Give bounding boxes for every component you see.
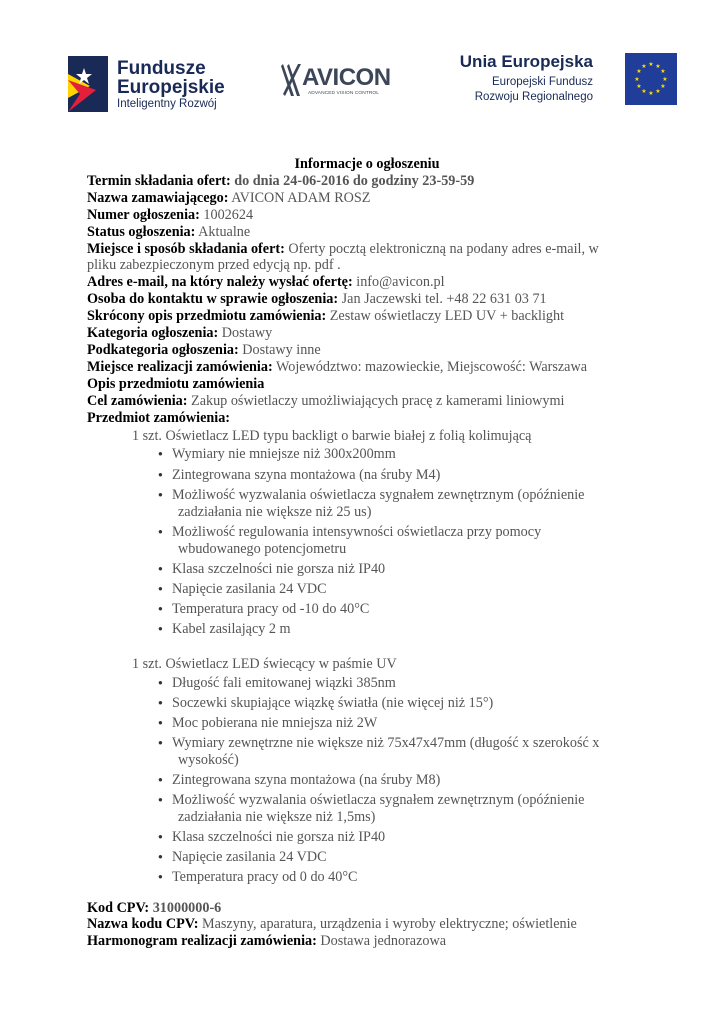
- field-label: Harmonogram realizacji zamówienia:: [87, 933, 317, 950]
- ue-logo-line1: Unia Europejska: [459, 52, 593, 71]
- svg-text:★: ★: [660, 68, 666, 75]
- avicon-logo: [280, 62, 400, 102]
- fundusze-europejskie-logo: [66, 52, 236, 118]
- field-line: [87, 173, 647, 190]
- field-label: Miejsce i sposób składania ofert:: [87, 240, 285, 257]
- spec-text: Kabel zasilający 2 m: [172, 620, 291, 637]
- announcement-content: [87, 156, 647, 950]
- list-item: [158, 849, 647, 866]
- spec-text: Długość fali emitowanej wiązki 385nm: [172, 674, 396, 691]
- field-value: AVICON ADAM ROSZ: [231, 189, 371, 206]
- avicon-mark-icon: [280, 62, 304, 98]
- heading-opis: Opis przedmiotu zamówienia: [87, 375, 265, 392]
- spec-text: Wymiary nie mniejsze niż 300x200mm: [172, 446, 396, 463]
- field-line: [87, 308, 647, 325]
- field-value: Dostawa jednorazowa: [320, 933, 447, 950]
- field-line: [87, 241, 647, 258]
- list-item: [158, 467, 647, 484]
- spec-text: Soczewki skupiające wiązkę światła (nie więcej niż 15°): [172, 694, 494, 711]
- spec-text: Napięcie zasilania 24 VDC: [172, 849, 327, 866]
- field-label: Nazwa zamawiającego:: [87, 189, 229, 206]
- svg-text:★: ★: [648, 90, 654, 97]
- field-value: Aktualne: [198, 223, 251, 240]
- svg-text:★: ★: [655, 63, 661, 70]
- field-line: [87, 207, 647, 224]
- list-item: [158, 715, 647, 732]
- item1-intro: 1 szt. Oświetlacz LED typu backligt o barwie białej z folią kolimującą: [132, 427, 532, 444]
- list-item: [158, 675, 647, 692]
- list-item: [158, 581, 647, 598]
- heading-przedmiot: Przedmiot zamówienia:: [87, 409, 231, 426]
- field-value: Zestaw oświetlaczy LED UV + backlight: [329, 308, 565, 325]
- field-label: Skrócony opis przedmiotu zamówienia:: [87, 308, 327, 325]
- spec-text: Moc pobierana nie mniejsza niż 2W: [172, 715, 378, 732]
- field-label: Cel zamówienia:: [87, 392, 188, 409]
- list-item: [158, 869, 647, 886]
- list-item: [158, 695, 647, 712]
- field-label: Adres e-mail, na który należy wysłać ofertę:: [87, 274, 353, 291]
- spec-text: Temperatura pracy od -10 do 40°C: [172, 600, 370, 617]
- list-item: [158, 446, 647, 463]
- field-label: Numer ogłoszenia:: [87, 206, 200, 223]
- svg-text:★: ★: [641, 63, 647, 70]
- spec-text: Klasa szczelności nie gorsza niż IP40: [172, 829, 386, 846]
- spec-text: Napięcie zasilania 24 VDC: [172, 580, 327, 597]
- list-item: [158, 601, 647, 618]
- svg-text:★: ★: [636, 68, 642, 75]
- fe-flag-icon: [66, 54, 110, 114]
- field-value: Maszyny, aparatura, urządzenia i wyroby elektryczne; oświetlenie: [201, 916, 577, 933]
- field-label: Podkategoria ogłoszenia:: [87, 341, 239, 358]
- field-value: Oferty pocztą elektroniczną na podany adres e-mail, w: [288, 240, 599, 257]
- spec-text-continued: wbudowanego potencjometru: [178, 540, 347, 557]
- svg-text:★: ★: [648, 61, 654, 68]
- field-value: 31000000-6: [152, 899, 222, 916]
- field-cel: [87, 393, 647, 410]
- svg-text:★: ★: [655, 88, 661, 95]
- eu-flag-icon: [625, 53, 677, 105]
- field-label: Kod CPV:: [87, 899, 150, 916]
- page-title: Informacje o ogłoszeniu: [294, 156, 440, 172]
- avicon-logo-name: AVICON: [302, 64, 391, 91]
- spec-text: Możliwość wyzwalania oświetlacza sygnałem zewnętrznym (opóźnienie: [172, 792, 585, 809]
- avicon-logo-subtitle: ADVANCED VISION CONTROL: [308, 91, 379, 96]
- list-item: [158, 561, 647, 578]
- field-schedule: [87, 933, 647, 950]
- spec-text: Możliwość regulowania intensywności oświetlacza przy pomocy: [172, 523, 542, 540]
- spec-text: Temperatura pracy od 0 do 40°C: [172, 869, 358, 886]
- field-value: Dostawy: [221, 325, 273, 342]
- field-value: Jan Jaczewski tel. +48 22 631 03 71: [341, 291, 547, 308]
- field-label: Termin składania ofert:: [87, 172, 231, 189]
- field-label: Miejsce realizacji zamówienia:: [87, 358, 273, 375]
- spec-text: Zintegrowana szyna montażowa (na śruby M4): [172, 466, 441, 483]
- field-cpv-name: [87, 916, 647, 933]
- fields-list: [87, 173, 647, 376]
- spec-text-continued: zadziałania nie większe niż 1,5ms): [178, 809, 376, 826]
- field-label: Status ogłoszenia:: [87, 223, 196, 240]
- field-line: [87, 342, 647, 359]
- item2-intro: 1 szt. Oświetlacz LED świecący w paśmie UV: [132, 655, 397, 672]
- list-item: [158, 772, 647, 789]
- field-label: Nazwa kodu CPV:: [87, 916, 199, 933]
- svg-text:★: ★: [662, 76, 668, 83]
- svg-text:★: ★: [641, 88, 647, 95]
- spec-text: Zintegrowana szyna montażowa (na śruby M8): [172, 772, 441, 789]
- svg-text:★: ★: [636, 83, 642, 90]
- list-item: [158, 487, 647, 521]
- svg-text:★: ★: [634, 76, 640, 83]
- list-item: [158, 524, 647, 558]
- field-value: Województwo: mazowieckie, Miejscowość: Warszawa: [275, 358, 588, 375]
- field-line: [87, 224, 647, 241]
- field-line: [87, 325, 647, 342]
- fe-logo-line3: Inteligentny Rozwój: [117, 98, 217, 110]
- field-line: [87, 291, 647, 308]
- spec-text: Klasa szczelności nie gorsza niż IP40: [172, 560, 386, 577]
- field-value: Dostawy inne: [242, 341, 321, 358]
- field-value[interactable]: info@avicon.pl: [356, 274, 445, 291]
- field-label: Osoba do kontaktu w sprawie ogłoszenia:: [87, 291, 339, 308]
- field-value: do dnia 24-06-2016 do godziny 23-59-59: [234, 172, 475, 189]
- spec-text-continued: zadziałania nie większe niż 25 us): [178, 503, 372, 520]
- svg-text:★: ★: [660, 83, 666, 90]
- field-line: [87, 190, 647, 207]
- field-cpv: [87, 900, 647, 917]
- list-item: [158, 829, 647, 846]
- fe-logo-line2: Europejskie: [117, 77, 225, 98]
- item2-spec-list: [87, 675, 647, 886]
- list-item: [158, 621, 647, 638]
- field-line: [87, 274, 647, 291]
- spec-text: Możliwość wyzwalania oświetlacza sygnałem zewnętrznym (opóźnienie: [172, 486, 585, 503]
- field-value-continued: pliku zabezpieczonym przed edycją np. pdf .: [87, 257, 341, 274]
- unia-europejska-logo: [440, 52, 680, 108]
- fe-logo-line1: Fundusze: [117, 58, 206, 79]
- ue-logo-line2: Europejski Fundusz: [492, 76, 593, 88]
- list-item: [158, 792, 647, 826]
- item1-spec-list: [87, 446, 647, 637]
- field-value: 1002624: [203, 206, 254, 223]
- field-label: Kategoria ogłoszenia:: [87, 325, 219, 342]
- list-item: [158, 735, 647, 769]
- spec-text: Wymiary zewnętrzne nie większe niż 75x47x47mm (długość x szerokość x: [172, 735, 600, 752]
- spec-text-continued: wysokość): [178, 752, 239, 769]
- ue-logo-line3: Rozwoju Regionalnego: [474, 91, 593, 103]
- field-value: Zakup oświetlaczy umożliwiających pracę z kamerami liniowymi: [191, 392, 565, 409]
- field-line: [87, 359, 647, 376]
